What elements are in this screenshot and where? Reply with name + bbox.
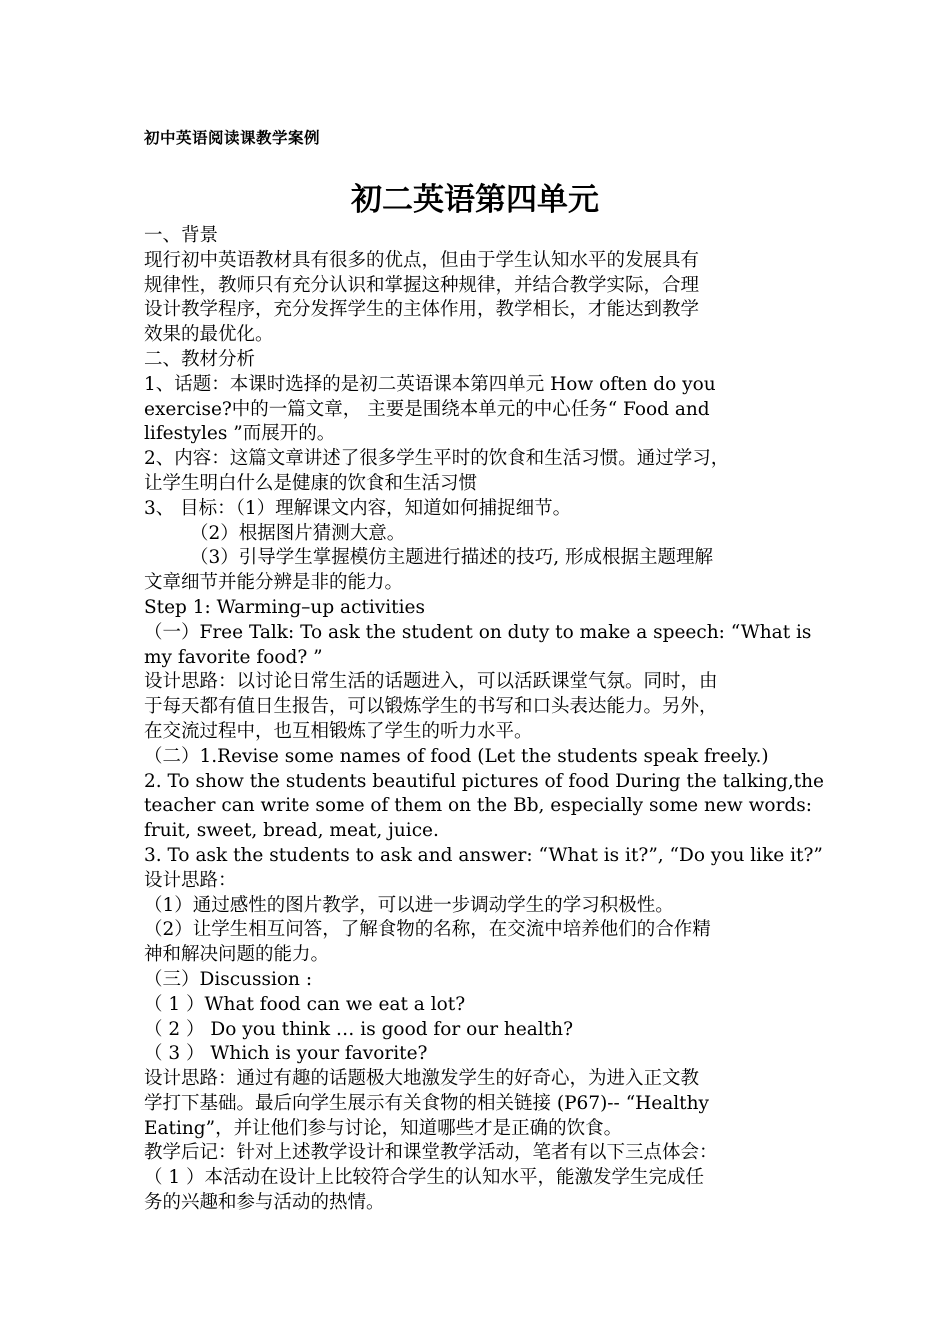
- text-line: 3. To ask the students to ask and answer: “What is it?”, “Do you like it?”: [144, 844, 823, 866]
- text-line: 在交流过程中，也互相锻炼了学生的听力水平。: [144, 720, 533, 742]
- text-line: （三）Discussion :: [144, 968, 313, 990]
- text-line: （ 1 ）本活动在设计上比较符合学生的认知水平，能激发学生完成任: [144, 1167, 705, 1189]
- text-line: 3、 目标：（1）理解课文内容，知道如何捕捉细节。: [144, 497, 572, 519]
- text-line: 2. To show the students beautiful pictures of food During the talking,the: [144, 770, 825, 792]
- text-line: teacher can write some of them on the Bb, especially some new words:: [144, 795, 812, 817]
- text-line: （一）Free Talk: To ask the student on duty to make a speech: “What is: [144, 621, 812, 643]
- text-line: 效果的最优化。: [144, 324, 274, 346]
- text-line: （ 1 ）What food can we eat a lot?: [144, 993, 466, 1015]
- text-line: 让学生明白什么是健康的饮食和生活习惯: [144, 472, 478, 494]
- text-line: 教学后记：针对上述教学设计和课堂教学活动，笔者有以下三点体会：: [144, 1142, 718, 1164]
- text-line: （1）通过感性的图片教学，可以进一步调动学生的学习积极性。: [144, 894, 674, 916]
- text-line: exercise?中的一篇文章， 主要是围绕本单元的中心任务“ Food and: [144, 398, 710, 420]
- text-line: 务的兴趣和参与活动的热情。: [144, 1192, 385, 1214]
- text-line: 于每天都有值日生报告，可以锻炼学生的书写和口头表达能力。另外，: [144, 696, 718, 718]
- text-line: 学打下基础。最后向学生展示有关食物的相关链接 (P67)-- “Healthy: [144, 1092, 709, 1114]
- text-line: lifestyles ”而展开的。: [144, 423, 336, 445]
- text-line: 二、教材分析: [144, 348, 256, 370]
- text-line: （ 3 ） Which is your favorite?: [144, 1043, 428, 1065]
- text-line: 一、背景: [144, 225, 219, 246]
- text-line: （2）让学生相互问答，了解食物的名称，在交流中培养他们的合作精: [144, 919, 711, 941]
- text-line: （ 2 ） Do you think … is good for our health?: [144, 1018, 573, 1040]
- text-line: 现行初中英语教材具有很多的优点，但由于学生认知水平的发展具有: [144, 249, 700, 271]
- text-line: （2）根据图片猜测大意。: [190, 522, 406, 544]
- text-line: Step 1: Warming–up activities: [144, 596, 425, 618]
- text-line: 设计思路：: [144, 869, 237, 891]
- text-line: 神和解决问题的能力。: [144, 944, 330, 966]
- text-line: 设计思路：以讨论日常生活的话题进入，可以活跃课堂气氛。同时，由: [144, 671, 718, 693]
- text-line: 文章细节并能分辨是非的能力。: [144, 572, 404, 594]
- text-line: my favorite food? ”: [144, 646, 323, 668]
- text-line: 规律性，教师只有充分认识和掌握这种规律，并结合教学实际，合理: [144, 274, 700, 296]
- text-line: 1、话题：本课时选择的是初二英语课本第四单元 How often do you: [144, 373, 716, 395]
- document-header: 初中英语阅读课教学案例: [144, 128, 321, 147]
- text-line: （3）引导学生掌握模仿主题进行描述的技巧, 形成根据主题理解: [190, 547, 714, 569]
- text-line: 2、内容：这篇文章讲述了很多学生平时的饮食和生活习惯。通过学习，: [144, 448, 730, 470]
- text-line: 设计思路：通过有趣的话题极大地激发学生的好奇心，为进入正文教: [144, 1068, 700, 1090]
- text-line: fruit, sweet, bread, meat, juice.: [144, 820, 439, 842]
- text-line: Eating”，并让他们参与讨论，知道哪些才是正确的饮食。: [144, 1117, 623, 1139]
- text-line: （二）1.Revise some names of food (Let the students speak freely.): [144, 745, 769, 767]
- document-body: [144, 224, 825, 1216]
- text-line: 设计教学程序，充分发挥学生的主体作用，教学相长，才能达到教学: [144, 299, 700, 321]
- page-title: 初二英语第四单元: [351, 182, 599, 218]
